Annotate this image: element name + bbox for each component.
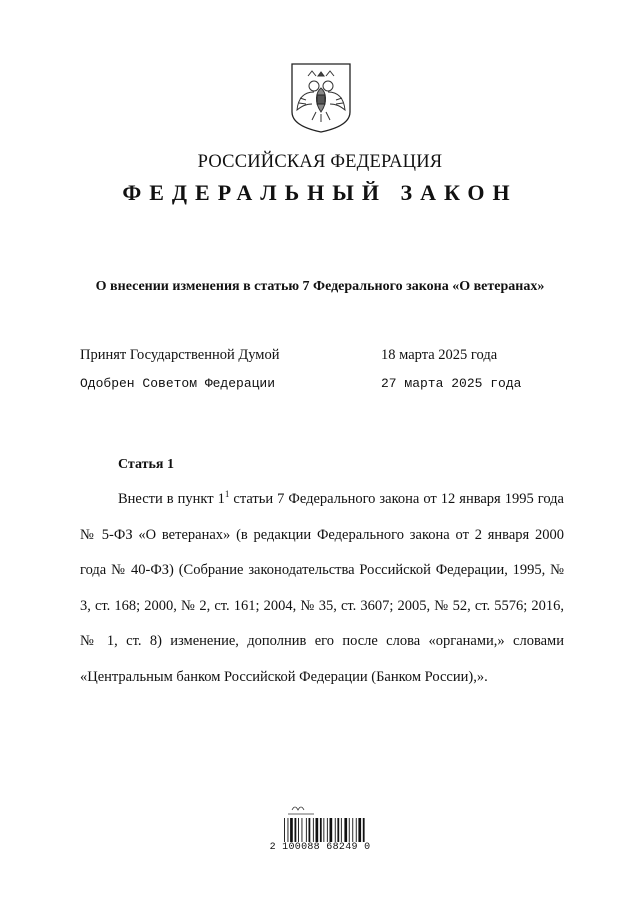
article-body [80, 482, 564, 695]
approved-by-federation-council-label: Одобрен Советом Федерации [80, 376, 276, 391]
document-title: О внесении изменения в статью 7 Федерального закона «О ветеранах» [95, 279, 545, 294]
article-text-part-2: статьи 7 Федерального закона от 12 января 1995 года № 5-ФЗ «О ветеранах» (в редакции Федерального закона от 2 января 2000 года № 40-ФЗ) (Собрание законодательства Российской Федерации, 1995, № 3, ст. 168; 2000, № 2, ст. 161; 2004, № 35, ст. 3607; 2005, № 52, ст. 5576; 2016, № 1, ст. 8) изменение, дополнив его после слова «органами,» словами «Центральным банком Российской Федерации (Банком России),». [80, 491, 564, 685]
adopted-by-duma-label: Принят Государственной Думой [80, 347, 280, 363]
approved-date: 27 марта 2025 года [381, 376, 522, 391]
country-heading: РОССИЙСКАЯ ФЕДЕРАЦИЯ [197, 152, 443, 172]
coat-of-arms-emblem [288, 62, 354, 134]
barcode-bars [284, 818, 365, 842]
barcode-number: 2 100088 68249 0 [269, 842, 371, 853]
article-text-part-1: Внести в пункт 1 [118, 491, 225, 507]
article-heading: Статья 1 [118, 457, 174, 472]
adopted-date: 18 марта 2025 года [381, 347, 498, 363]
article-superscript: 1 [224, 489, 230, 500]
document-type-heading: ФЕДЕРАЛЬНЫЙ ЗАКОН [122, 180, 518, 205]
